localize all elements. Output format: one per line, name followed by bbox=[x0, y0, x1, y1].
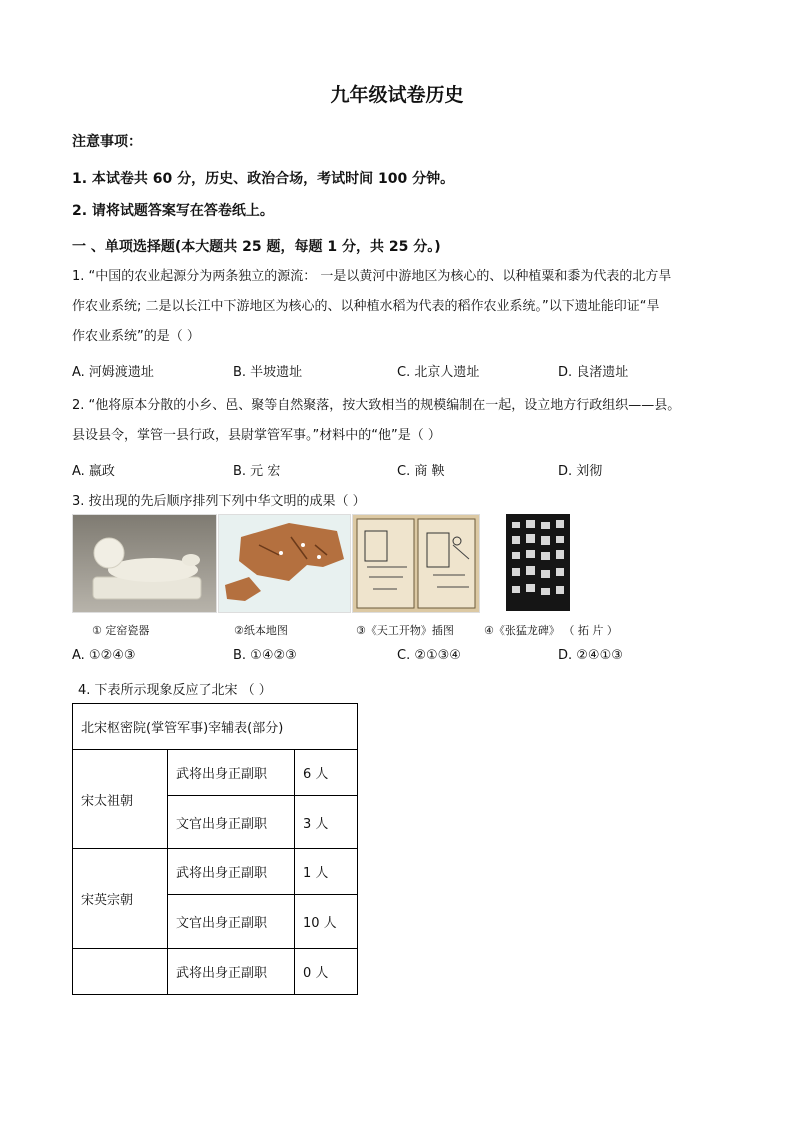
table-era-cell bbox=[73, 949, 168, 995]
table-era-cell: 宋太祖朝 bbox=[73, 750, 168, 849]
porcelain-pillow-illustration bbox=[73, 515, 216, 612]
q2-option-d[interactable]: D. 刘彻 bbox=[558, 464, 603, 479]
question-1-line: 作农业系统”的是（ ） bbox=[72, 329, 200, 344]
caption-image-2: ②纸本地图 bbox=[234, 624, 288, 637]
image-ding-porcelain bbox=[72, 514, 217, 613]
table-row bbox=[73, 849, 358, 895]
question-1-line: 作农业系统; 二是以长江中下游地区为核心的、以种植水稻为代表的稻作农业系统。”以下遗址能印证“旱 bbox=[72, 299, 660, 314]
table-role-cell: 文官出身正副职 bbox=[168, 895, 295, 949]
caption-image-3: ③《天工开物》插图 bbox=[356, 624, 454, 637]
table-count-cell: 3 人 bbox=[295, 796, 358, 849]
table-count-cell: 6 人 bbox=[295, 750, 358, 796]
table-count-cell: 0 人 bbox=[295, 949, 358, 995]
page-title: 九年级试卷历史 bbox=[330, 84, 464, 106]
notice-item-1: 1. 本试卷共 60 分，历史、政治合场，考试时间 100 分钟。 bbox=[72, 171, 455, 187]
table-role-cell: 武将出身正副职 bbox=[168, 849, 295, 895]
stele-rubbing-illustration bbox=[506, 514, 570, 611]
table-row bbox=[73, 949, 358, 995]
paper-map-illustration bbox=[219, 515, 350, 612]
q2-option-a[interactable]: A. 嬴政 bbox=[72, 464, 115, 479]
table-row bbox=[73, 750, 358, 796]
q3-option-d[interactable]: D. ②④①③ bbox=[558, 648, 623, 663]
table-era-cell: 宋英宗朝 bbox=[73, 849, 168, 949]
question-2-line: 县设县令，掌管一县行政，县尉掌管军事。”材料中的“他”是（ ） bbox=[72, 428, 441, 443]
question-2-stem bbox=[72, 391, 772, 451]
caption-image-1: ① 定窑瓷器 bbox=[92, 624, 150, 637]
table-count-cell: 1 人 bbox=[295, 849, 358, 895]
caption-image-4: ④《张猛龙碑》 （ 拓 片 ） bbox=[484, 624, 618, 637]
notice-heading: 注意事项： bbox=[72, 134, 142, 150]
image-stele-rubbing bbox=[506, 514, 570, 611]
q3-option-b[interactable]: B. ①④②③ bbox=[233, 648, 297, 663]
q1-option-a[interactable]: A. 河姆渡遗址 bbox=[72, 365, 154, 380]
q1-option-b[interactable]: B. 半坡遗址 bbox=[233, 365, 303, 380]
q3-option-a[interactable]: A. ①②④③ bbox=[72, 648, 136, 663]
q1-option-c[interactable]: C. 北京人遗址 bbox=[397, 365, 480, 380]
book-illustration bbox=[353, 515, 479, 612]
q2-option-c[interactable]: C. 商 鞅 bbox=[397, 464, 445, 479]
image-paper-map bbox=[218, 514, 351, 613]
table-role-cell: 武将出身正副职 bbox=[168, 949, 295, 995]
q3-option-c[interactable]: C. ②①③④ bbox=[397, 648, 461, 663]
question-2-line: 2. “他将原本分散的小乡、邑、聚等自然聚落，按大致相当的规模编制在一起，设立地方行政组织——县。 bbox=[72, 398, 681, 413]
table-role-cell: 文官出身正副职 bbox=[168, 796, 295, 849]
q2-option-b[interactable]: B. 元 宏 bbox=[233, 464, 281, 479]
notice-item-2: 2. 请将试题答案写在答卷纸上。 bbox=[72, 203, 274, 219]
song-council-table bbox=[72, 703, 358, 995]
question-1-stem bbox=[72, 262, 762, 352]
table-count-cell: 10 人 bbox=[295, 895, 358, 949]
question-3-stem: 3. 按出现的先后顺序排列下列中华文明的成果（ ） bbox=[72, 494, 366, 509]
image-tiangong-kaiwu bbox=[352, 514, 480, 613]
question-1-line: 1. “中国的农业起源分为两条独立的源流： 一是以黄河中游地区为核心的、以种植粟和黍为代表的北方旱 bbox=[72, 269, 672, 284]
question-4-stem: 4. 下表所示现象反应了北宋 （ ） bbox=[78, 683, 272, 698]
section-heading: 一 、单项选择题(本大题共 25 题，每题 1 分，共 25 分。) bbox=[72, 239, 441, 255]
table-header: 北宋枢密院(掌管军事)宰辅表(部分) bbox=[73, 704, 358, 750]
q1-option-d[interactable]: D. 良渚遗址 bbox=[558, 365, 629, 380]
table-role-cell: 武将出身正副职 bbox=[168, 750, 295, 796]
